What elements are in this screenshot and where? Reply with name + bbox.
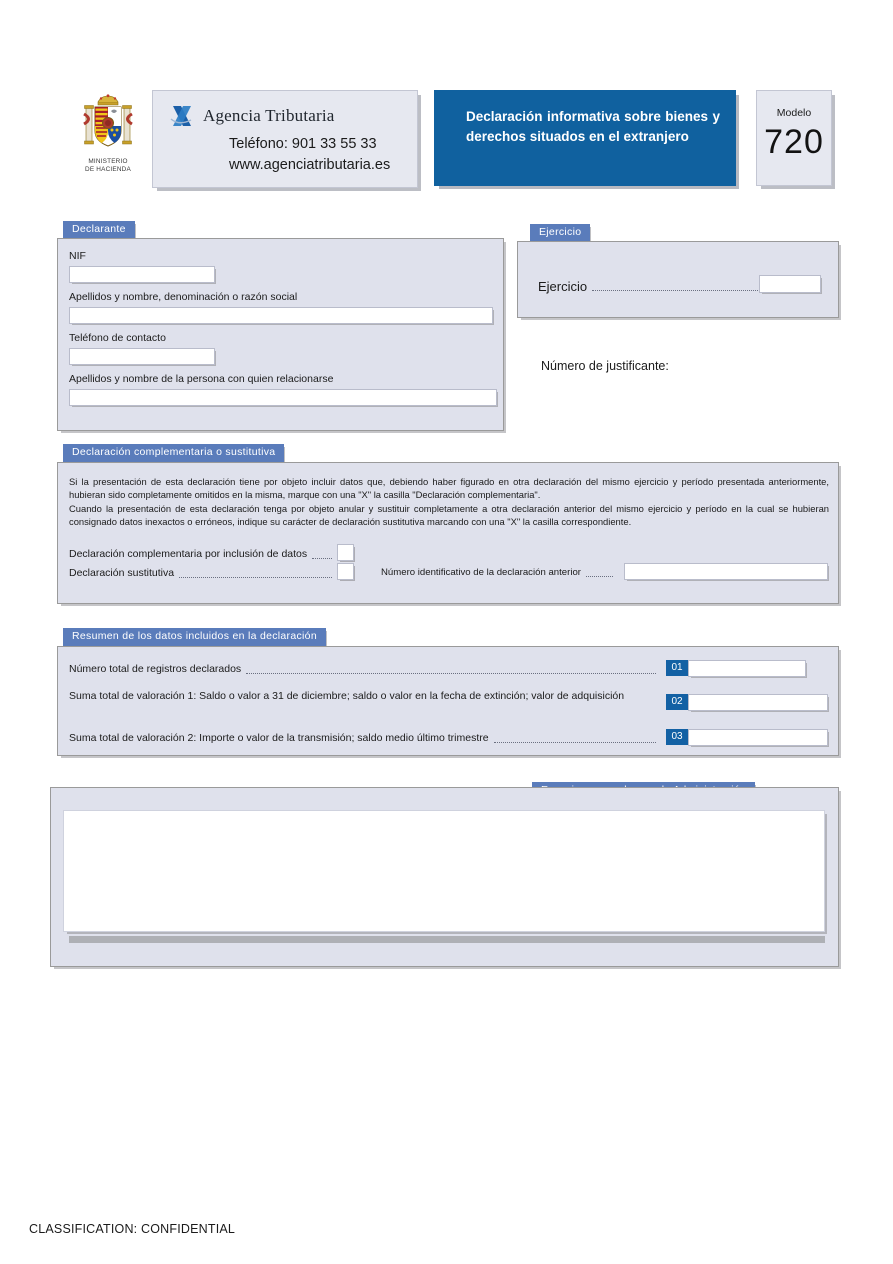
section-header-declarante: Declarante xyxy=(63,221,135,239)
complementaria-instructions xyxy=(69,475,829,529)
resumen-row xyxy=(69,732,661,745)
prev-declaration-leader xyxy=(586,568,613,577)
modelo-label: Modelo xyxy=(776,107,812,119)
prev-declaration-label: Número identificativo de la declaración anterior xyxy=(381,567,581,578)
resumen-value-input[interactable] xyxy=(688,729,828,746)
section-header-ejercicio: Ejercicio xyxy=(530,224,590,242)
form-title-banner xyxy=(434,90,736,186)
resumen-row-label: Suma total de valoración 2: Importe o valor de la transmisión; saldo medio último trimestre xyxy=(69,732,489,744)
agency-phone: Teléfono: 901 33 55 33 xyxy=(229,136,377,152)
complementaria-panel xyxy=(57,462,839,604)
resumen-badge: 03 xyxy=(666,729,688,745)
contact-person-label: Apellidos y nombre de la persona con quien relacionarse xyxy=(69,373,334,385)
resumen-value-input[interactable] xyxy=(688,694,828,711)
nif-label: NIF xyxy=(69,250,86,262)
checkbox-sustitutiva[interactable] xyxy=(337,563,354,580)
spain-coat-of-arms-icon xyxy=(82,94,134,156)
administracion-panel xyxy=(50,787,839,967)
resumen-badge: 02 xyxy=(666,694,688,710)
agency-name: Agencia Tributaria xyxy=(203,106,335,125)
contact-phone-input[interactable] xyxy=(69,348,215,365)
resumen-badge: 01 xyxy=(666,660,688,676)
ministry-label: MINISTERIO DE HACIENDA xyxy=(85,158,131,173)
complementaria-paragraph-1: Si la presentación de esta declaración tiene por objeto incluir datos que, debiendo haber figurado en otra declaración del mismo ejercicio y período presentada anteriormente, hubieran sido completamente omitidos en la misma, marque con una "X" la casilla "Declaración complementaria". xyxy=(69,476,829,501)
name-input[interactable] xyxy=(69,307,493,324)
resumen-row xyxy=(69,689,661,703)
prev-declaration-input[interactable] xyxy=(624,563,828,580)
sustitutiva-leader xyxy=(179,569,332,578)
name-label: Apellidos y nombre, denominación o razón social xyxy=(69,291,298,303)
administracion-textarea[interactable] xyxy=(63,810,825,932)
resumen-leader xyxy=(246,665,656,674)
section-header-resumen: Resumen de los datos incluidos en la declaración xyxy=(63,628,326,646)
resumen-row-label: Suma total de valoración 1: Saldo o valor a 31 de diciembre; saldo o valor en la fecha de extinción; valor de adquisición xyxy=(69,690,625,702)
ejercicio-panel xyxy=(517,241,839,318)
section-header-complementaria: Declaración complementaria o sustitutiva xyxy=(63,444,284,462)
prev-declaration-row xyxy=(381,567,618,578)
justificante-label: Número de justificante: xyxy=(541,359,669,373)
administracion-bottom-bar xyxy=(69,936,825,943)
agencia-tributaria-logo-icon xyxy=(169,103,195,129)
ejercicio-label: Ejercicio xyxy=(538,279,588,294)
nif-input[interactable] xyxy=(69,266,215,283)
complementaria-leader xyxy=(312,550,332,559)
checkbox-row-sustitutiva xyxy=(69,567,337,580)
ministry-emblem-block xyxy=(66,90,150,198)
resumen-row-label: Número total de registros declarados xyxy=(69,663,242,675)
checkbox-complementaria-label: Declaración complementaria por inclusión de datos xyxy=(69,548,308,560)
agency-website: www.agenciatributaria.es xyxy=(229,157,391,173)
contact-person-input[interactable] xyxy=(69,389,497,406)
contact-phone-label: Teléfono de contacto xyxy=(69,332,166,344)
checkbox-complementaria[interactable] xyxy=(337,544,354,561)
ejercicio-input[interactable] xyxy=(759,275,821,293)
modelo-number: 720 xyxy=(764,123,824,161)
classification-footer: CLASSIFICATION: CONFIDENTIAL xyxy=(29,1222,236,1236)
complementaria-paragraph-2: Cuando la presentación de esta declaración tenga por objeto anular y sustituir completamente a otra declaración anterior del mismo ejercicio y período en la cual se hubieran consignado datos inexactos o erróneos, indique su carácter de declaración sustitutiva marcando con una "X" la casilla correspondiente. xyxy=(69,502,829,528)
resumen-value-input[interactable] xyxy=(688,660,806,677)
modelo-box xyxy=(756,90,832,186)
checkbox-row-complementaria xyxy=(69,548,337,561)
agency-info-box xyxy=(152,90,418,188)
resumen-panel xyxy=(57,646,839,756)
form-title-text: Declaración informativa sobre bienes y derechos situados en el extranjero xyxy=(466,109,720,144)
declarante-panel xyxy=(57,238,504,431)
resumen-row xyxy=(69,663,661,676)
checkbox-sustitutiva-label: Declaración sustitutiva xyxy=(69,567,175,579)
resumen-leader xyxy=(494,734,656,743)
